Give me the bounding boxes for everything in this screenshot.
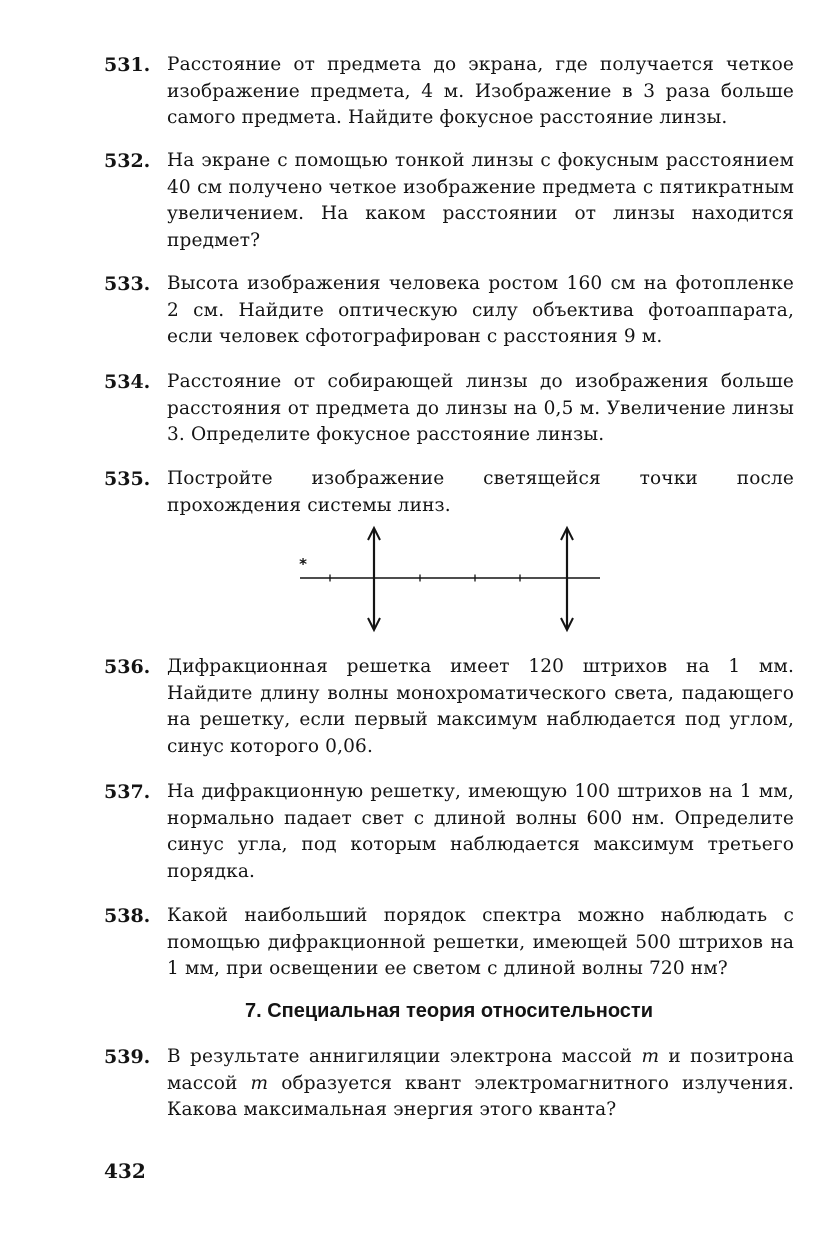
problem-text: Расстояние от собирающей линзы до изображения больше расстояния от предмета до линзы на 0,5 м. Увеличение линзы 3. Определите фокусное расстояние линзы. [167,371,794,445]
mass-variable: m [641,1046,660,1067]
problem-number: 535. [104,468,151,490]
problem-text: Высота изображения человека ростом 160 см на фотопленке 2 см. Найдите оптическую силу объектива фотоаппарата, если человек сфотографирован с расстояния 9 м. [167,273,794,347]
problem-number: 538. [104,905,151,927]
problem-text: Какой наибольший порядок спектра можно наблюдать с помощью дифракционной решетки, имеющей 500 штрихов на 1 мм, при освещении ее светом с длиной волны 720 нм? [167,905,794,979]
mass-variable: m [250,1072,269,1094]
page-number: 432 [104,1159,146,1183]
luminous-point: * [299,555,307,573]
problem-number: 533. [104,273,151,295]
problem-number: 531. [104,54,151,76]
lens-system-diagram [290,520,610,638]
problem-number: 537. [104,781,151,803]
text-segment: В результате аннигиляции электрона массой [167,1046,642,1067]
problem-text: Дифракционная решетка имеет 120 штрихов на 1 мм. Найдите длину волны монохроматического света, падающего на решетку, если первый максимум наблюдается под углом, синус которого 0,06. [167,656,794,757]
problem-number: 534. [104,371,151,393]
problem-text [167,1044,794,1124]
problem-text: Расстояние от предмета до экрана, где получается четкое изображение предмета, 4 м. Изображение в 3 раза больше самого предмета. Найдите фокусное расстояние линзы. [167,54,794,128]
problem-number: 539. [104,1046,151,1068]
text-segment: образуется квант электромагнитного излучения. Какова максимальная энергия этого кванта? [167,1072,794,1120]
problem-number: 536. [104,656,151,678]
text-segment: и позитрона массой [167,1046,795,1094]
problem-text: На дифракционную решетку, имеющую 100 штрихов на 1 мм, нормально падает свет с длиной волны 600 нм. Определите синус угла, под которым наблюдается максимум третьего порядка. [167,781,794,882]
problem-number: 532. [104,150,151,172]
section-title: 7. Специальная теория относительности [244,1000,654,1022]
problem-text: Постройте изображение светящейся точки после прохождения системы линз. [167,468,794,516]
converging-lens-1 [368,528,380,630]
converging-lens-2 [561,528,573,630]
problem-text: На экране с помощью тонкой линзы с фокусным расстоянием 40 см получено четкое изображение предмета с пятикратным увеличением. На каком расстоянии от линзы находится предмет? [167,150,794,251]
